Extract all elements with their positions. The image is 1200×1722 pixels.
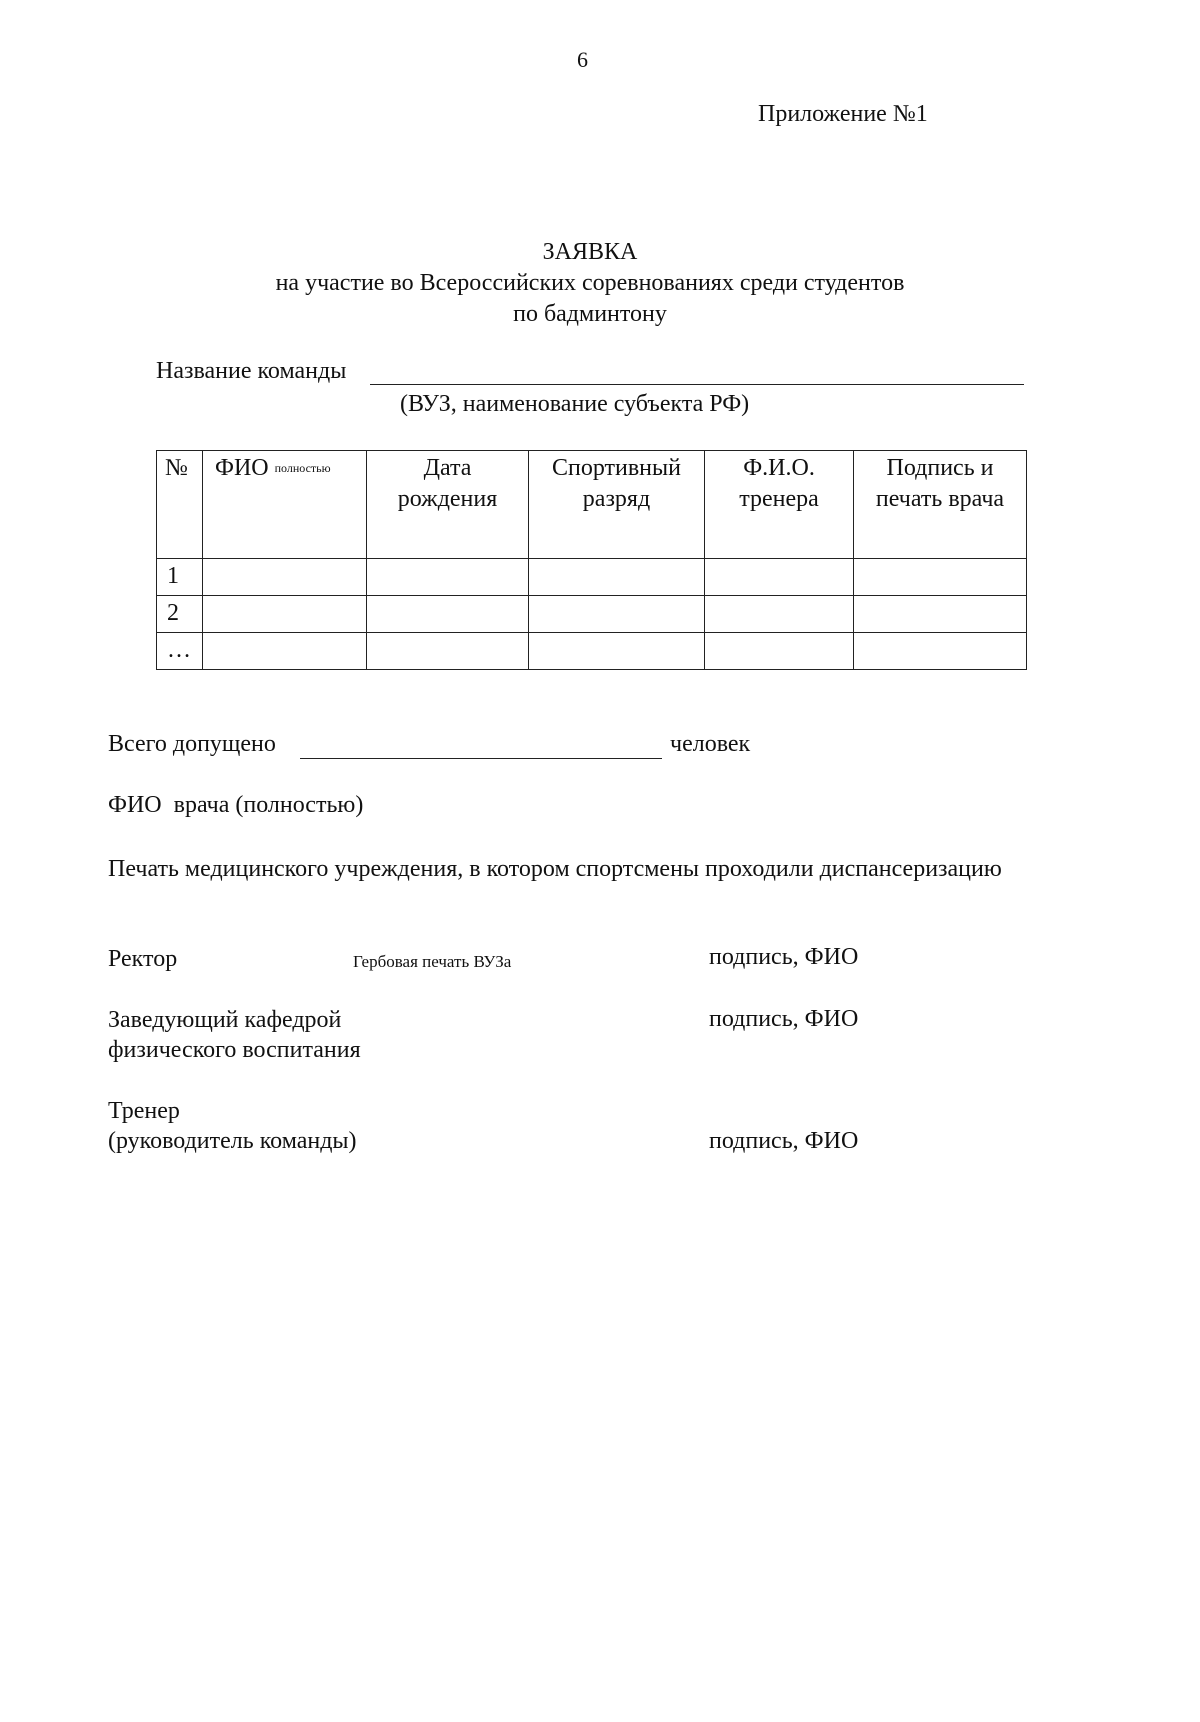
cell-sport-rank[interactable] bbox=[529, 596, 705, 633]
cell-birth-date[interactable] bbox=[367, 559, 529, 596]
cell-fio[interactable] bbox=[203, 633, 367, 670]
header-rank-line-1: Спортивный bbox=[551, 455, 681, 481]
rector-label: Ректор bbox=[108, 946, 178, 972]
appendix-label: Приложение №1 bbox=[758, 101, 928, 127]
cell-fio[interactable] bbox=[203, 596, 367, 633]
header-birth-line-2: рождения bbox=[397, 486, 498, 512]
header-sign-line-1: Подпись и bbox=[886, 455, 994, 481]
cell-birth-date[interactable] bbox=[367, 596, 529, 633]
header-birth-date bbox=[367, 451, 529, 559]
header-fio-label: ФИО bbox=[215, 455, 269, 481]
header-fio bbox=[203, 451, 367, 559]
header-rank-line-2: разряд bbox=[582, 486, 651, 512]
participants-table bbox=[156, 450, 1027, 670]
cell-coach[interactable] bbox=[705, 559, 854, 596]
cell-doctor-sign[interactable] bbox=[854, 596, 1027, 633]
university-seal-label: Гербовая печать ВУЗа bbox=[353, 952, 512, 971]
header-coach-line-2: тренера bbox=[739, 486, 819, 512]
row-number: … bbox=[157, 633, 203, 670]
coach-line-1: Тренер bbox=[108, 1098, 180, 1124]
coach-label bbox=[108, 1096, 357, 1156]
header-sport-rank bbox=[529, 451, 705, 559]
title-line-1: ЗАЯВКА bbox=[542, 239, 638, 265]
header-coach bbox=[705, 451, 854, 559]
cell-birth-date[interactable] bbox=[367, 633, 529, 670]
cell-coach[interactable] bbox=[705, 596, 854, 633]
coach-signature: подпись, ФИО bbox=[709, 1128, 859, 1154]
header-number: № bbox=[157, 451, 203, 559]
department-head-signature: подпись, ФИО bbox=[709, 1006, 859, 1032]
cell-sport-rank[interactable] bbox=[529, 633, 705, 670]
cell-doctor-sign[interactable] bbox=[854, 559, 1027, 596]
department-head-label bbox=[108, 1005, 361, 1065]
header-coach-line-1: Ф.И.О. bbox=[743, 455, 815, 481]
page-number: 6 bbox=[577, 47, 588, 72]
total-admitted-field-line[interactable] bbox=[300, 758, 662, 759]
title-line-2: на участие во Всероссийских соревнованиях среди студентов bbox=[275, 270, 905, 296]
coach-line-2: (руководитель команды) bbox=[108, 1128, 357, 1154]
title-line-3: по бадминтону bbox=[513, 301, 667, 327]
cell-doctor-sign[interactable] bbox=[854, 633, 1027, 670]
doctor-name-label: ФИО врача (полностью) bbox=[108, 792, 364, 818]
team-name-field-line[interactable] bbox=[370, 384, 1024, 385]
document-title bbox=[0, 237, 1180, 330]
header-fio-note: полностью bbox=[274, 461, 331, 475]
team-name-hint: (ВУЗ, наименование субъекта РФ) bbox=[400, 391, 750, 417]
table-row bbox=[157, 596, 1027, 633]
row-number: 2 bbox=[157, 596, 203, 633]
department-head-line-2: физического воспитания bbox=[108, 1037, 361, 1063]
header-birth-line-1: Дата bbox=[423, 455, 472, 481]
row-number: 1 bbox=[157, 559, 203, 596]
header-sign-line-2: печать врача bbox=[875, 486, 1005, 512]
table-row bbox=[157, 633, 1027, 670]
cell-fio[interactable] bbox=[203, 559, 367, 596]
cell-coach[interactable] bbox=[705, 633, 854, 670]
team-name-label: Название команды bbox=[156, 358, 347, 384]
rector-signature: подпись, ФИО bbox=[709, 944, 859, 970]
table-row bbox=[157, 559, 1027, 596]
medical-stamp-label: Печать медицинского учреждения, в котором спортсмены проходили диспансеризацию bbox=[108, 856, 1002, 882]
department-head-line-1: Заведующий кафедрой bbox=[108, 1007, 342, 1033]
total-admitted-label: Всего допущено bbox=[108, 731, 276, 757]
header-doctor-sign bbox=[854, 451, 1027, 559]
cell-sport-rank[interactable] bbox=[529, 559, 705, 596]
total-admitted-unit: человек bbox=[670, 731, 751, 757]
table-header-row bbox=[157, 451, 1027, 559]
